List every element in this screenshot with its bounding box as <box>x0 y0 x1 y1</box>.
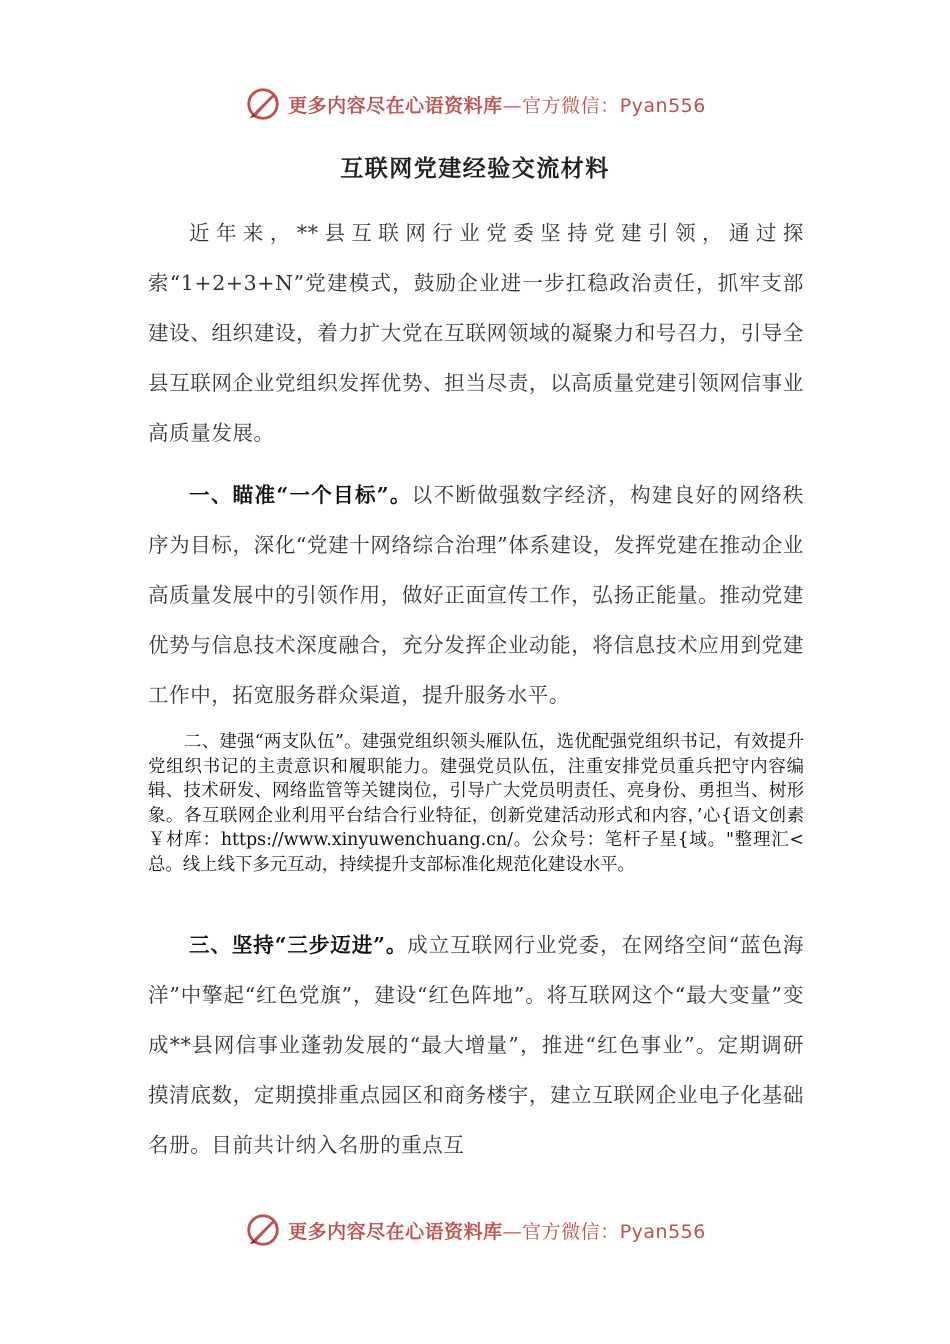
footer-wechat-id: Pyan556 <box>619 1220 706 1243</box>
footer-separator: — <box>502 1220 523 1243</box>
banner-main-text: 更多内容尽在心语资料库 <box>288 94 503 117</box>
banner-wechat-label: 官方微信： <box>522 94 620 117</box>
header-banner <box>0 82 950 126</box>
banner-wechat-id: Pyan556 <box>619 94 706 117</box>
footer-banner-text <box>288 1217 706 1244</box>
footer-wechat-label: 官方微信： <box>522 1220 620 1243</box>
footer-banner <box>0 1208 950 1252</box>
section-three-paragraph <box>148 920 804 1170</box>
banner-separator: — <box>502 94 523 117</box>
section-three-heading: 三、坚持“三步迈进”。 <box>189 933 408 957</box>
section-one-body: 以不断做强数字经济，构建良好的网络秩序为目标，深化“党建十网络综合治理”体系建设，发挥党建在推动企业高质量发展中的引领作用，做好正面宣传工作，弘扬正能量。推动党建优势与信息技术深度融合，充分发挥企业动能，将信息技术应用到党建工作中，拓宽服务群众渠道，提升服务水平。 <box>148 483 804 707</box>
section-three-body: 成立互联网行业党委，在网络空间“蓝色海洋”中擎起“红色党旗”，建设“红色阵地”。将互联网这个“最大变量”变成**县网信事业蓬勃发展的“最大增量”，推进“红色事业”。定期调研摸清底数，定期摸排重点园区和商务楼宇，建立互联网企业电子化基础名册。目前共计纳入名册的重点互 <box>148 933 804 1157</box>
section-one-heading: 一、瞄准“一个目标”。 <box>189 483 412 507</box>
pen-logo-icon <box>244 1211 282 1249</box>
banner-text <box>288 91 706 118</box>
pen-logo-icon <box>244 85 282 123</box>
section-two-paragraph: 二、建强“两支队伍”。建强党组织领头雁队伍，选优配强党组织书记，有效提升党组织书记的主责意识和履职能力。建强党员队伍，注重安排党员重兵把守内容编辑、技术研发、网络监管等关键岗位，引导广大党员明责任、亮身份、勇担当、树形象。各互联网企业利用平台结合行业特征，创新党建活动形式和内容，’心{语文创素￥材库：https://www.xinyuwenchuang.cn/。公众号：笔杆子星{域。"整理汇<总。线上线下多元互动，持续提升支部标准化规范化建设水平。 <box>148 732 804 875</box>
footer-main-text: 更多内容尽在心语资料库 <box>288 1220 503 1243</box>
section-one-paragraph <box>148 470 804 720</box>
intro-paragraph: 近年来，**县互联网行业党委坚持党建引领，通过探索“1+2+3+N”党建模式，鼓励企业进一步扛稳政治责任，抓牢支部建设、组织建设，着力扩大党在互联网领域的凝聚力和号召力，引导全县互联网企业党组织发挥优势、担当尽责，以高质量党建引领网信事业高质量发展。 <box>148 221 804 445</box>
document-title: 互联网党建经验交流材料 <box>340 155 610 182</box>
